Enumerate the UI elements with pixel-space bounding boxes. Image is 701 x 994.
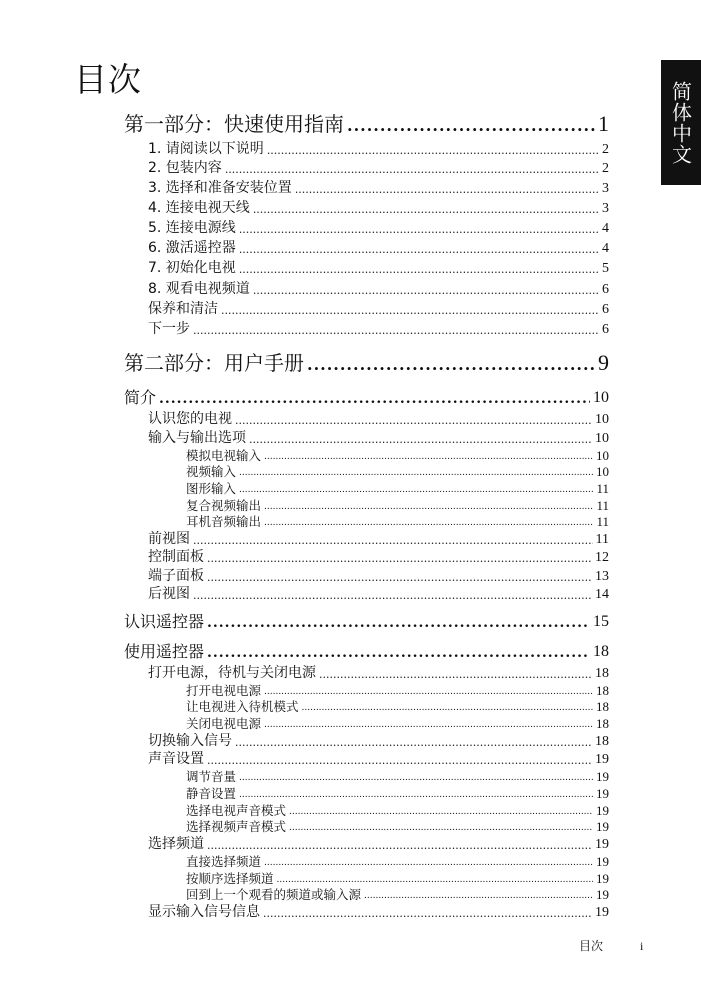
toc-page: 4 bbox=[602, 241, 609, 256]
toc-subentry[interactable] bbox=[186, 716, 609, 732]
toc-page: 18 bbox=[593, 643, 609, 660]
toc-leader bbox=[207, 570, 592, 585]
toc-title: 认识您的电视 bbox=[148, 411, 232, 427]
page-title: 目次 bbox=[74, 60, 142, 99]
toc-page: 10 bbox=[596, 464, 609, 479]
toc-page: 18 bbox=[595, 734, 609, 749]
toc-leader bbox=[193, 323, 599, 338]
toc-subentry[interactable] bbox=[186, 699, 609, 715]
toc-title: 1. 请阅读以下说明 bbox=[148, 141, 264, 157]
toc-leader bbox=[264, 857, 593, 870]
toc-title: 打开电视电源 bbox=[186, 683, 262, 698]
toc-entry[interactable] bbox=[148, 240, 609, 257]
toc-page: 19 bbox=[596, 803, 609, 818]
toc-leader bbox=[207, 644, 590, 662]
toc-entry[interactable] bbox=[148, 321, 609, 338]
toc-page: 3 bbox=[602, 181, 609, 196]
toc-section[interactable] bbox=[124, 388, 609, 408]
toc-title: 模拟电视输入 bbox=[186, 448, 262, 463]
toc-part-1[interactable] bbox=[124, 111, 609, 137]
toc-leader bbox=[207, 551, 592, 566]
toc-subentry[interactable] bbox=[186, 871, 609, 887]
toc-entry[interactable] bbox=[148, 531, 609, 548]
toc-leader bbox=[319, 667, 592, 682]
toc-subentry[interactable] bbox=[186, 803, 609, 819]
toc-title: 声音设置 bbox=[148, 751, 204, 767]
toc-title: 静音设置 bbox=[186, 786, 237, 801]
toc-leader bbox=[221, 303, 599, 318]
toc-subentry[interactable] bbox=[186, 481, 609, 497]
toc-leader bbox=[239, 789, 593, 802]
toc-page: 13 bbox=[595, 569, 609, 584]
toc-page: 15 bbox=[593, 613, 609, 630]
toc-entry[interactable] bbox=[148, 141, 609, 158]
toc-subentry[interactable] bbox=[186, 769, 609, 785]
toc-entry[interactable] bbox=[148, 904, 609, 921]
toc-page: 19 bbox=[596, 887, 609, 902]
toc-title: 下一步 bbox=[148, 321, 190, 337]
toc-section[interactable] bbox=[124, 642, 609, 662]
toc-leader bbox=[264, 501, 593, 514]
toc-title: 关闭电视电源 bbox=[186, 716, 262, 731]
toc-page: 11 bbox=[595, 532, 609, 547]
toc-leader bbox=[264, 451, 593, 464]
toc-leader bbox=[263, 906, 592, 921]
toc-entry[interactable] bbox=[148, 568, 609, 585]
toc-title: 复合视频输出 bbox=[186, 498, 262, 513]
toc-page: 3 bbox=[602, 201, 609, 216]
toc-title: 4. 连接电视天线 bbox=[148, 200, 250, 216]
toc-leader bbox=[159, 390, 590, 408]
toc-leader bbox=[207, 838, 592, 853]
toc-entry[interactable] bbox=[148, 411, 609, 428]
toc-section[interactable] bbox=[124, 612, 609, 632]
toc-leader bbox=[193, 533, 593, 548]
toc-page: 1 bbox=[598, 111, 609, 136]
toc-leader bbox=[239, 467, 593, 480]
toc-title: 切换输入信号 bbox=[148, 733, 232, 749]
toc-entry[interactable] bbox=[148, 586, 609, 603]
toc-leader bbox=[264, 686, 593, 699]
toc-leader bbox=[347, 115, 595, 137]
toc-leader bbox=[295, 182, 599, 197]
toc-part-2[interactable] bbox=[124, 350, 609, 376]
toc-leader bbox=[235, 413, 592, 428]
toc-page: 5 bbox=[602, 261, 609, 276]
toc-page: 19 bbox=[595, 752, 609, 767]
toc-page: 14 bbox=[595, 587, 609, 602]
toc-title: 使用遥控器 bbox=[124, 642, 205, 661]
toc-leader bbox=[249, 432, 592, 447]
toc-leader bbox=[193, 588, 592, 603]
toc-title: 保养和清洁 bbox=[148, 301, 218, 317]
footer-label: 目次 bbox=[579, 939, 604, 953]
toc-page: 19 bbox=[596, 819, 609, 834]
language-tab: 简体中文 bbox=[661, 60, 701, 185]
toc-subentry[interactable] bbox=[186, 498, 609, 514]
toc-entry[interactable] bbox=[148, 281, 609, 298]
toc-page: 2 bbox=[602, 161, 609, 176]
toc-page: 19 bbox=[596, 769, 609, 784]
toc-title: 输入与输出选项 bbox=[148, 430, 246, 446]
toc-title: 5. 连接电源线 bbox=[148, 220, 236, 236]
toc-subentry[interactable] bbox=[186, 819, 609, 835]
toc-title: 调节音量 bbox=[186, 769, 237, 784]
toc-entry[interactable] bbox=[148, 751, 609, 768]
toc-page: 11 bbox=[596, 514, 609, 529]
toc-subentry[interactable] bbox=[186, 514, 609, 530]
toc-subentry[interactable] bbox=[186, 448, 609, 464]
toc-entry[interactable] bbox=[148, 160, 609, 177]
toc-leader bbox=[264, 719, 593, 732]
toc-page: 6 bbox=[602, 302, 609, 317]
toc-title: 直接选择频道 bbox=[186, 854, 262, 869]
toc-page: 11 bbox=[596, 481, 609, 496]
toc-title: 8. 观看电视频道 bbox=[148, 281, 250, 297]
toc-page: 18 bbox=[596, 699, 609, 714]
toc-title: 选择电视声音模式 bbox=[186, 803, 287, 818]
toc-entry[interactable] bbox=[148, 733, 609, 750]
toc-leader bbox=[207, 614, 590, 632]
toc-title: 打开电源，待机与关闭电源 bbox=[148, 665, 316, 681]
toc-title: 回到上一个观看的频道或输入源 bbox=[186, 887, 362, 902]
toc-title: 端子面板 bbox=[148, 568, 204, 584]
toc-page: 4 bbox=[602, 221, 609, 236]
toc-leader bbox=[239, 242, 599, 257]
toc-subentry[interactable] bbox=[186, 854, 609, 870]
toc-leader bbox=[307, 354, 595, 376]
toc-leader bbox=[267, 143, 599, 158]
footer-page-number: i bbox=[640, 939, 644, 953]
toc-title: 按顺序选择频道 bbox=[186, 871, 274, 886]
toc-entry[interactable] bbox=[148, 665, 609, 682]
toc-title: 3. 选择和准备安装位置 bbox=[148, 180, 292, 196]
toc-subentry[interactable] bbox=[186, 786, 609, 802]
toc-title: 视频输入 bbox=[186, 464, 237, 479]
toc-leader bbox=[364, 890, 593, 903]
toc-title: 7. 初始化电视 bbox=[148, 260, 236, 276]
toc-leader bbox=[239, 772, 593, 785]
toc-page: 11 bbox=[596, 498, 609, 513]
toc-leader bbox=[289, 822, 593, 835]
toc-leader bbox=[302, 702, 593, 715]
toc-title: 2. 包装内容 bbox=[148, 160, 222, 176]
toc-entry[interactable] bbox=[148, 301, 609, 318]
toc-leader bbox=[239, 262, 599, 277]
toc-page: 10 bbox=[593, 389, 609, 406]
toc-title: 简介 bbox=[124, 388, 157, 407]
toc-title: 后视图 bbox=[148, 586, 190, 602]
toc-page: 9 bbox=[598, 350, 609, 375]
toc-entry[interactable] bbox=[148, 180, 609, 197]
toc-page: 10 bbox=[595, 431, 609, 446]
toc-title: 耳机音频输出 bbox=[186, 514, 262, 529]
toc-page: 19 bbox=[596, 854, 609, 869]
toc-subentry[interactable] bbox=[186, 887, 609, 903]
toc-page: 18 bbox=[596, 683, 609, 698]
toc-title: 第二部分：用户手册 bbox=[124, 351, 304, 375]
toc-title: 第一部分：快速使用指南 bbox=[124, 112, 344, 136]
toc-leader bbox=[277, 874, 593, 887]
toc-leader bbox=[235, 735, 592, 750]
toc-page: 6 bbox=[602, 322, 609, 337]
toc-title: 6. 激活遥控器 bbox=[148, 240, 236, 256]
toc-title: 认识遥控器 bbox=[124, 612, 205, 631]
toc-entry[interactable] bbox=[148, 200, 609, 217]
toc-leader bbox=[289, 806, 593, 819]
toc-leader bbox=[253, 283, 599, 298]
toc-leader bbox=[253, 202, 599, 217]
toc-page: 2 bbox=[602, 142, 609, 157]
toc-page: 18 bbox=[595, 666, 609, 681]
toc-title: 图形输入 bbox=[186, 481, 237, 496]
toc-page: 19 bbox=[595, 837, 609, 852]
toc-page: 6 bbox=[602, 282, 609, 297]
toc-title: 让电视进入待机模式 bbox=[186, 699, 299, 714]
toc-page: 12 bbox=[595, 550, 609, 565]
toc-leader bbox=[239, 222, 599, 237]
toc-leader bbox=[264, 517, 593, 530]
toc-page: 19 bbox=[595, 905, 609, 920]
toc-leader bbox=[239, 484, 593, 497]
toc-entry[interactable] bbox=[148, 836, 609, 853]
toc-entry[interactable] bbox=[148, 220, 609, 237]
toc-entry[interactable] bbox=[148, 260, 609, 277]
toc-page: 18 bbox=[596, 716, 609, 731]
toc-leader bbox=[225, 162, 599, 177]
toc-leader bbox=[207, 753, 592, 768]
toc-entry[interactable] bbox=[148, 549, 609, 566]
toc-title: 控制面板 bbox=[148, 549, 204, 565]
toc-page: 19 bbox=[596, 786, 609, 801]
toc-page: 10 bbox=[595, 412, 609, 427]
toc-subentry[interactable] bbox=[186, 464, 609, 480]
toc-page: 19 bbox=[596, 871, 609, 886]
toc-subentry[interactable] bbox=[186, 683, 609, 699]
toc-title: 显示输入信号信息 bbox=[148, 904, 260, 920]
toc-title: 前视图 bbox=[148, 531, 190, 547]
toc-title: 选择视频声音模式 bbox=[186, 819, 287, 834]
toc-entry[interactable] bbox=[148, 430, 609, 447]
toc-page: 10 bbox=[596, 448, 609, 463]
toc-title: 选择频道 bbox=[148, 836, 204, 852]
